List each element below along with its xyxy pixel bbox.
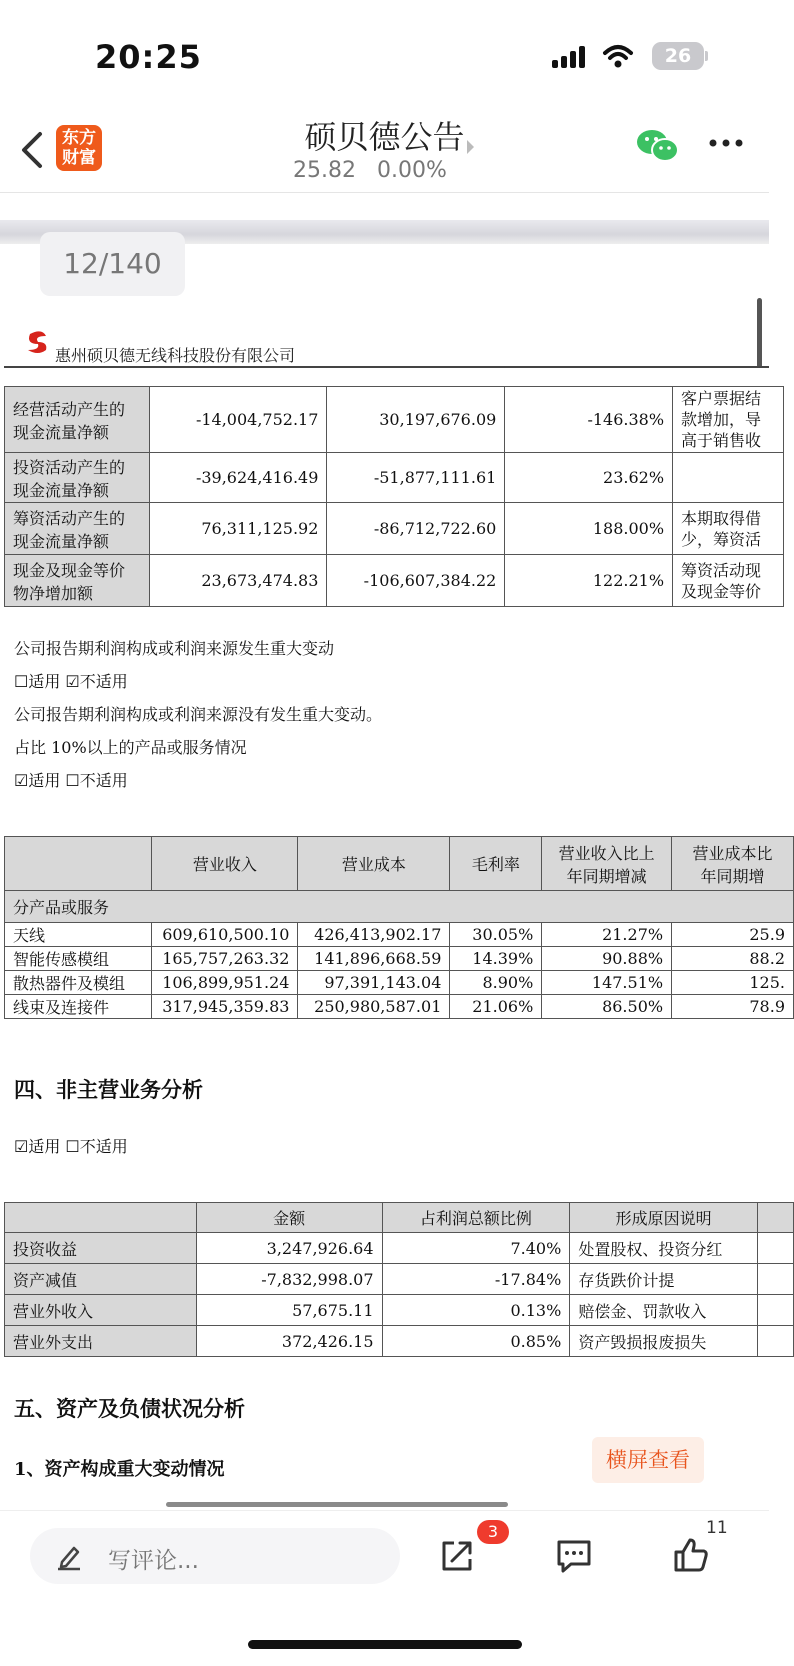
company-logo-icon xyxy=(24,328,54,356)
cashflow-label-line: 现金流量净额 xyxy=(13,531,110,551)
vertical-scrollbar[interactable] xyxy=(757,298,762,368)
cashflow-note-line: 高于销售收 xyxy=(681,431,762,450)
thumbs-up-icon[interactable] xyxy=(672,1536,710,1574)
battery-indicator: 26 xyxy=(652,42,704,70)
status-time: 20:25 xyxy=(95,38,202,76)
nonmain-name: 营业外支出 xyxy=(5,1326,197,1357)
battery-nub xyxy=(705,51,708,61)
product-name: 散热器件及模组 xyxy=(5,971,152,995)
product-header-rev-change-l2: 年同期增减 xyxy=(566,866,647,886)
product-header-rev-change xyxy=(542,837,672,891)
nonmain-amount: 3,247,926.64 xyxy=(196,1233,382,1264)
share-icon[interactable] xyxy=(438,1537,476,1575)
applicable-check-2: ☑适用 ☐不适用 xyxy=(14,771,128,790)
product-rev-change: 21.27% xyxy=(542,923,672,947)
logo-line1: 东方 xyxy=(62,128,96,148)
home-indicator[interactable] xyxy=(248,1640,522,1649)
section4-heading: 四、非主营业务分析 xyxy=(14,1077,203,1102)
like-count: 11 xyxy=(706,1518,728,1538)
product-revenue: 106,899,951.24 xyxy=(152,971,298,995)
nonmain-extra xyxy=(758,1326,794,1357)
stock-change: 0.00% xyxy=(376,158,447,183)
cashflow-current: 76,311,125.92 xyxy=(149,503,327,555)
product-row xyxy=(5,971,794,995)
product-cost-change: 78.9 xyxy=(672,995,794,1019)
product-rev-change: 90.88% xyxy=(542,947,672,971)
product-row xyxy=(5,947,794,971)
product-name: 天线 xyxy=(5,923,152,947)
nonmain-amount: 57,675.11 xyxy=(196,1295,382,1326)
product-header-margin: 毛利率 xyxy=(450,837,542,891)
cashflow-row xyxy=(5,387,784,453)
cashflow-prior: -86,712,722.60 xyxy=(327,503,505,555)
cashflow-label-line: 物净增加额 xyxy=(13,583,94,603)
stock-quote[interactable] xyxy=(293,158,447,183)
cashflow-label-line: 投资活动产生的 xyxy=(13,457,126,477)
product-cost: 426,413,902.17 xyxy=(298,923,450,947)
comment-placeholder[interactable]: 写评论... xyxy=(108,1548,199,1574)
cashflow-note-line: 筹资活动现 xyxy=(681,560,762,580)
cashflow-label-line: 筹资活动产生的 xyxy=(13,508,126,528)
nonmain-ratio: -17.84% xyxy=(382,1264,570,1295)
cashflow-prior: -106,607,384.22 xyxy=(327,555,505,607)
comment-bubble-icon[interactable] xyxy=(555,1538,593,1574)
nonmain-amount: -7,832,998.07 xyxy=(196,1264,382,1295)
product-table xyxy=(4,836,794,1019)
subsection1-heading: 1、资产构成重大变动情况 xyxy=(14,1459,225,1480)
nonmain-header-extra xyxy=(758,1203,794,1233)
nonmain-extra xyxy=(758,1233,794,1264)
product-cost-change: 25.9 xyxy=(672,923,794,947)
product-name: 线束及连接件 xyxy=(5,995,152,1019)
nonmain-header-ratio: 占利润总额比例 xyxy=(382,1203,570,1233)
cashflow-label-line: 经营活动产生的 xyxy=(13,399,126,419)
cashflow-change: 188.00% xyxy=(505,503,673,555)
cashflow-note xyxy=(673,453,784,503)
cashflow-note xyxy=(673,387,784,453)
para-product-share: 占比 10%以上的产品或服务情况 xyxy=(14,738,247,757)
cashflow-label xyxy=(5,555,150,607)
cashflow-current: -39,624,416.49 xyxy=(149,453,327,503)
cashflow-row xyxy=(5,453,784,503)
nonmain-reason: 存货跌价计提 xyxy=(570,1264,758,1295)
cashflow-note-line: 及现金等价 xyxy=(681,581,762,601)
stock-price: 25.82 xyxy=(293,158,356,183)
logo-line2: 财富 xyxy=(62,148,96,168)
cashflow-prior: -51,877,111.61 xyxy=(327,453,505,503)
product-revenue: 317,945,359.83 xyxy=(152,995,298,1019)
product-cost: 250,980,587.01 xyxy=(298,995,450,1019)
cashflow-table xyxy=(4,386,784,607)
nonmain-name: 营业外收入 xyxy=(5,1295,197,1326)
cashflow-prior: 30,197,676.09 xyxy=(327,387,505,453)
product-cost: 141,896,668.59 xyxy=(298,947,450,971)
page-title: 硕贝德公告 xyxy=(304,118,465,156)
nonmain-row xyxy=(5,1326,794,1357)
nonmain-row xyxy=(5,1295,794,1326)
product-rev-change: 147.51% xyxy=(542,971,672,995)
more-options-icon[interactable] xyxy=(708,135,744,151)
nonmain-header-blank xyxy=(5,1203,197,1233)
nonmain-reason: 处置股权、投资分红 xyxy=(570,1233,758,1264)
comment-input[interactable] xyxy=(30,1528,400,1584)
cellular-signal-icon xyxy=(552,46,586,68)
nonmain-row xyxy=(5,1233,794,1264)
product-rev-change: 86.50% xyxy=(542,995,672,1019)
cashflow-row xyxy=(5,503,784,555)
cashflow-note-line: 少，筹资活 xyxy=(681,529,762,549)
cashflow-label-line: 现金及现金等价 xyxy=(13,560,126,580)
para-profit-change: 公司报告期利润构成或利润来源发生重大变动 xyxy=(14,639,335,658)
nonmain-ratio: 0.13% xyxy=(382,1295,570,1326)
company-name: 惠州硕贝德无线科技股份有限公司 xyxy=(55,346,296,365)
cashflow-row xyxy=(5,555,784,607)
product-cost-change: 88.2 xyxy=(672,947,794,971)
cashflow-change: -146.38% xyxy=(505,387,673,453)
nonmain-amount: 372,426.15 xyxy=(196,1326,382,1357)
cashflow-label xyxy=(5,503,150,555)
cashflow-label xyxy=(5,453,150,503)
product-revenue: 165,757,263.32 xyxy=(152,947,298,971)
nonmain-extra xyxy=(758,1264,794,1295)
product-cost: 97,391,143.04 xyxy=(298,971,450,995)
para-no-change: 公司报告期利润构成或利润来源没有发生重大变动。 xyxy=(14,705,383,724)
section5-heading: 五、资产及负债状况分析 xyxy=(14,1396,245,1421)
nonmain-header-reason: 形成原因说明 xyxy=(570,1203,758,1233)
caret-right-icon xyxy=(467,140,474,154)
nav-divider xyxy=(0,192,769,193)
nonmain-name: 资产减值 xyxy=(5,1264,197,1295)
product-margin: 30.05% xyxy=(450,923,542,947)
product-header-blank xyxy=(5,837,152,891)
cashflow-note xyxy=(673,555,784,607)
page-indicator: 12/140 xyxy=(40,232,185,296)
nonmain-ratio: 0.85% xyxy=(382,1326,570,1357)
nonmain-name: 投资收益 xyxy=(5,1233,197,1264)
product-name: 智能传感模组 xyxy=(5,947,152,971)
share-count-badge: 3 xyxy=(477,1520,509,1544)
cashflow-label-line: 现金流量净额 xyxy=(13,422,110,442)
applicable-check-1: ☐适用 ☑不适用 xyxy=(14,672,128,691)
wechat-icon[interactable] xyxy=(636,128,680,164)
product-revenue: 609,610,500.10 xyxy=(152,923,298,947)
horizontal-scrollbar[interactable] xyxy=(166,1502,508,1507)
nonmain-table xyxy=(4,1202,794,1357)
cashflow-label-line: 现金流量净额 xyxy=(13,480,110,500)
cashflow-note-line: 本期取得借 xyxy=(681,508,762,528)
header-rule xyxy=(4,366,769,368)
cashflow-change: 23.62% xyxy=(505,453,673,503)
product-cost-change: 125. xyxy=(672,971,794,995)
nonmain-extra xyxy=(758,1295,794,1326)
product-margin: 21.06% xyxy=(450,995,542,1019)
cashflow-note xyxy=(673,503,784,555)
cashflow-note-line: 款增加，导 xyxy=(681,410,762,429)
product-margin: 14.39% xyxy=(450,947,542,971)
nonmain-reason: 资产毁损报废损失 xyxy=(570,1326,758,1357)
nonmain-ratio: 7.40% xyxy=(382,1233,570,1264)
product-header-revenue: 营业收入 xyxy=(152,837,298,891)
nonmain-row xyxy=(5,1264,794,1295)
product-header-cost: 营业成本 xyxy=(298,837,450,891)
wifi-icon xyxy=(603,44,633,68)
applicable-check-3: ☑适用 ☐不适用 xyxy=(14,1137,128,1156)
product-header-cost-change-l1: 营业成本比 xyxy=(692,843,773,863)
product-header-cost-change xyxy=(672,837,794,891)
product-header-rev-change-l1: 营业收入比上 xyxy=(558,843,655,863)
product-margin: 8.90% xyxy=(450,971,542,995)
cashflow-change: 122.21% xyxy=(505,555,673,607)
cashflow-note-line: 客户票据结 xyxy=(681,389,762,408)
pencil-icon xyxy=(56,1542,82,1570)
landscape-view-button[interactable]: 横屏查看 xyxy=(592,1437,704,1483)
product-row xyxy=(5,995,794,1019)
cashflow-label xyxy=(5,387,150,453)
product-group-label: 分产品或服务 xyxy=(5,891,794,923)
nonmain-header-amount: 金额 xyxy=(196,1203,382,1233)
product-row xyxy=(5,923,794,947)
product-header-cost-change-l2: 年同期增 xyxy=(700,866,765,886)
cashflow-current: 23,673,474.83 xyxy=(149,555,327,607)
cashflow-current: -14,004,752.17 xyxy=(149,387,327,453)
nonmain-reason: 赔偿金、罚款收入 xyxy=(570,1295,758,1326)
